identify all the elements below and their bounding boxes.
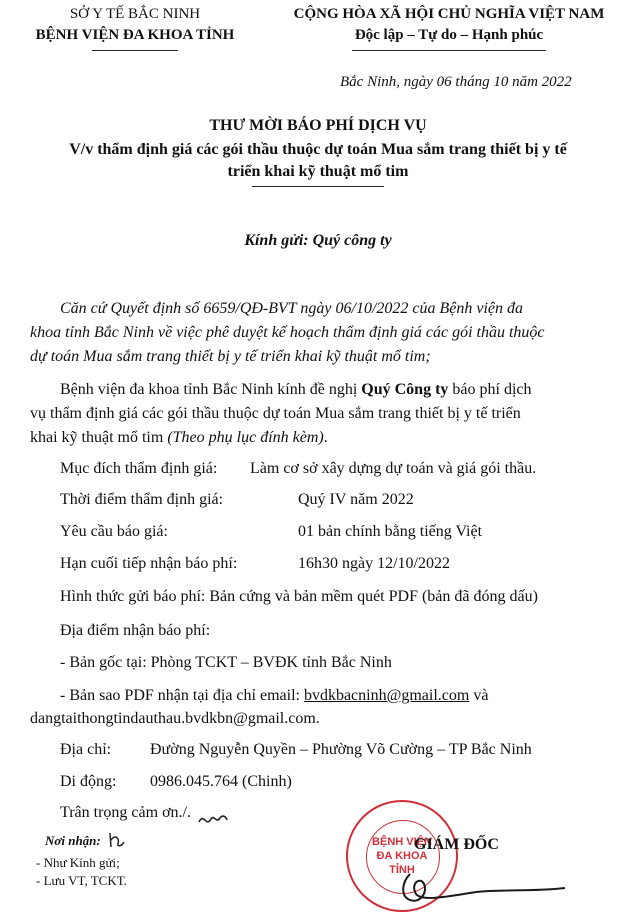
request-line3: [30, 426, 328, 450]
phone-value: 0986.045.764 (Chinh): [150, 773, 292, 790]
email-link-primary[interactable]: bvdkbacninh@gmail.com: [303, 687, 470, 704]
org-underline: [92, 50, 178, 51]
motto-underline: [352, 50, 546, 51]
initials-mark-icon: [196, 808, 230, 830]
seal-line2: ĐA KHOA: [376, 850, 428, 862]
time-value: Quý IV năm 2022: [298, 491, 414, 508]
signature-icon: [380, 862, 580, 912]
document-subject-line2: triển khai kỹ thuật mổ tim: [227, 163, 409, 180]
basis-line3: dự toán Mua sắm trang thiết bị y tế triển khai kỹ thuật mổ tim;: [30, 348, 431, 365]
email-link-secondary[interactable]: dangtaithongtindauthau.bvdkbn@gmail.com.: [30, 710, 320, 727]
copy-email-and: và: [469, 687, 489, 704]
basis-line1: Căn cứ Quyết định số 6659/QĐ-BVT ngày 06/10/2022 của Bệnh viện đa: [60, 300, 524, 317]
request-appendix-note: (Theo phụ lục đính kèm): [167, 429, 324, 446]
quote-value: 01 bản chính bằng tiếng Việt: [298, 523, 483, 540]
quote-label: Yêu cầu báo giá:: [60, 523, 168, 540]
document-subject-line1: V/v thẩm định giá các gói thầu thuộc dự toán Mua sắm trang thiết bị y tế: [69, 141, 567, 158]
place-label: Địa điểm nhận báo phí:: [60, 622, 211, 639]
title-underline: [252, 186, 384, 187]
submission-form: Hình thức gửi báo phí: Bản cứng và bản mềm quét PDF (bản đã đóng dấu): [60, 588, 538, 605]
recipients-initial-icon: [106, 830, 128, 850]
signer-role: GIÁM ĐỐC: [414, 836, 499, 853]
copy-email-text: - Bản sao PDF nhận tại địa chỉ email:: [60, 687, 304, 704]
copy-email-line: [60, 687, 488, 705]
org-header: [0, 4, 270, 46]
org-parent-name: SỞ Y TẾ BẮC NINH: [69, 6, 201, 22]
purpose-value: Làm cơ sở xây dựng dự toán và giá gói thầu.: [250, 460, 537, 477]
seal-line3: TỈNH: [389, 864, 415, 876]
request-text-3c: .: [323, 429, 328, 446]
purpose-label: Mục đích thẩm định giá:: [60, 460, 218, 477]
nation-header: [262, 4, 636, 46]
time-label: Thời điểm thẩm định giá:: [60, 491, 224, 508]
nation-title: CỘNG HÒA XÃ HỘI CHỦ NGHĨA VIỆT NAM: [293, 6, 605, 22]
request-line2: vụ thẩm định giá các gói thầu thuộc dự toán Mua sắm trang thiết bị y tế triển: [30, 405, 521, 422]
recipient-item-2: - Lưu VT, TCKT.: [36, 873, 127, 888]
request-line1: [60, 378, 532, 402]
address-value: Đường Nguyễn Quyền – Phường Võ Cường – TP Bắc Ninh: [150, 741, 532, 758]
recipients-label: Nơi nhận:: [45, 833, 101, 848]
deadline-value: 16h30 ngày 12/10/2022: [298, 555, 450, 572]
original-location: - Bản gốc tại: Phòng TCKT – BVĐK tỉnh Bắc Ninh: [60, 654, 392, 671]
org-name: BỆNH VIỆN ĐA KHOA TỈNH: [35, 27, 235, 43]
basis-line2: khoa tỉnh Bắc Ninh về việc phê duyệt kế hoạch thẩm định giá các gói thầu thuộc: [30, 324, 545, 341]
closing: Trân trọng cảm ơn./.: [60, 804, 191, 821]
deadline-label: Hạn cuối tiếp nhận báo phí:: [60, 555, 238, 572]
nation-motto: Độc lập – Tự do – Hạnh phúc: [354, 27, 544, 43]
request-text-a: Bệnh viện đa khoa tỉnh Bắc Ninh kính đề nghị: [60, 381, 362, 398]
request-text-c: báo phí dịch: [448, 381, 532, 398]
seal-line1: BỆNH VIỆN: [372, 836, 432, 848]
document-title: THƯ MỜI BÁO PHÍ DỊCH VỤ: [209, 117, 427, 134]
request-recipient: Quý Công ty: [361, 381, 449, 398]
address-label: Địa chỉ:: [60, 741, 112, 758]
greeting: Kính gửi: Quý công ty: [244, 232, 392, 249]
dateline: Bắc Ninh, ngày 06 tháng 10 năm 2022: [340, 74, 572, 90]
request-text-3a: khai kỹ thuật mổ tim: [30, 429, 168, 446]
phone-label: Di động:: [60, 773, 117, 790]
recipient-item-1: - Như Kính gửi;: [36, 855, 120, 870]
